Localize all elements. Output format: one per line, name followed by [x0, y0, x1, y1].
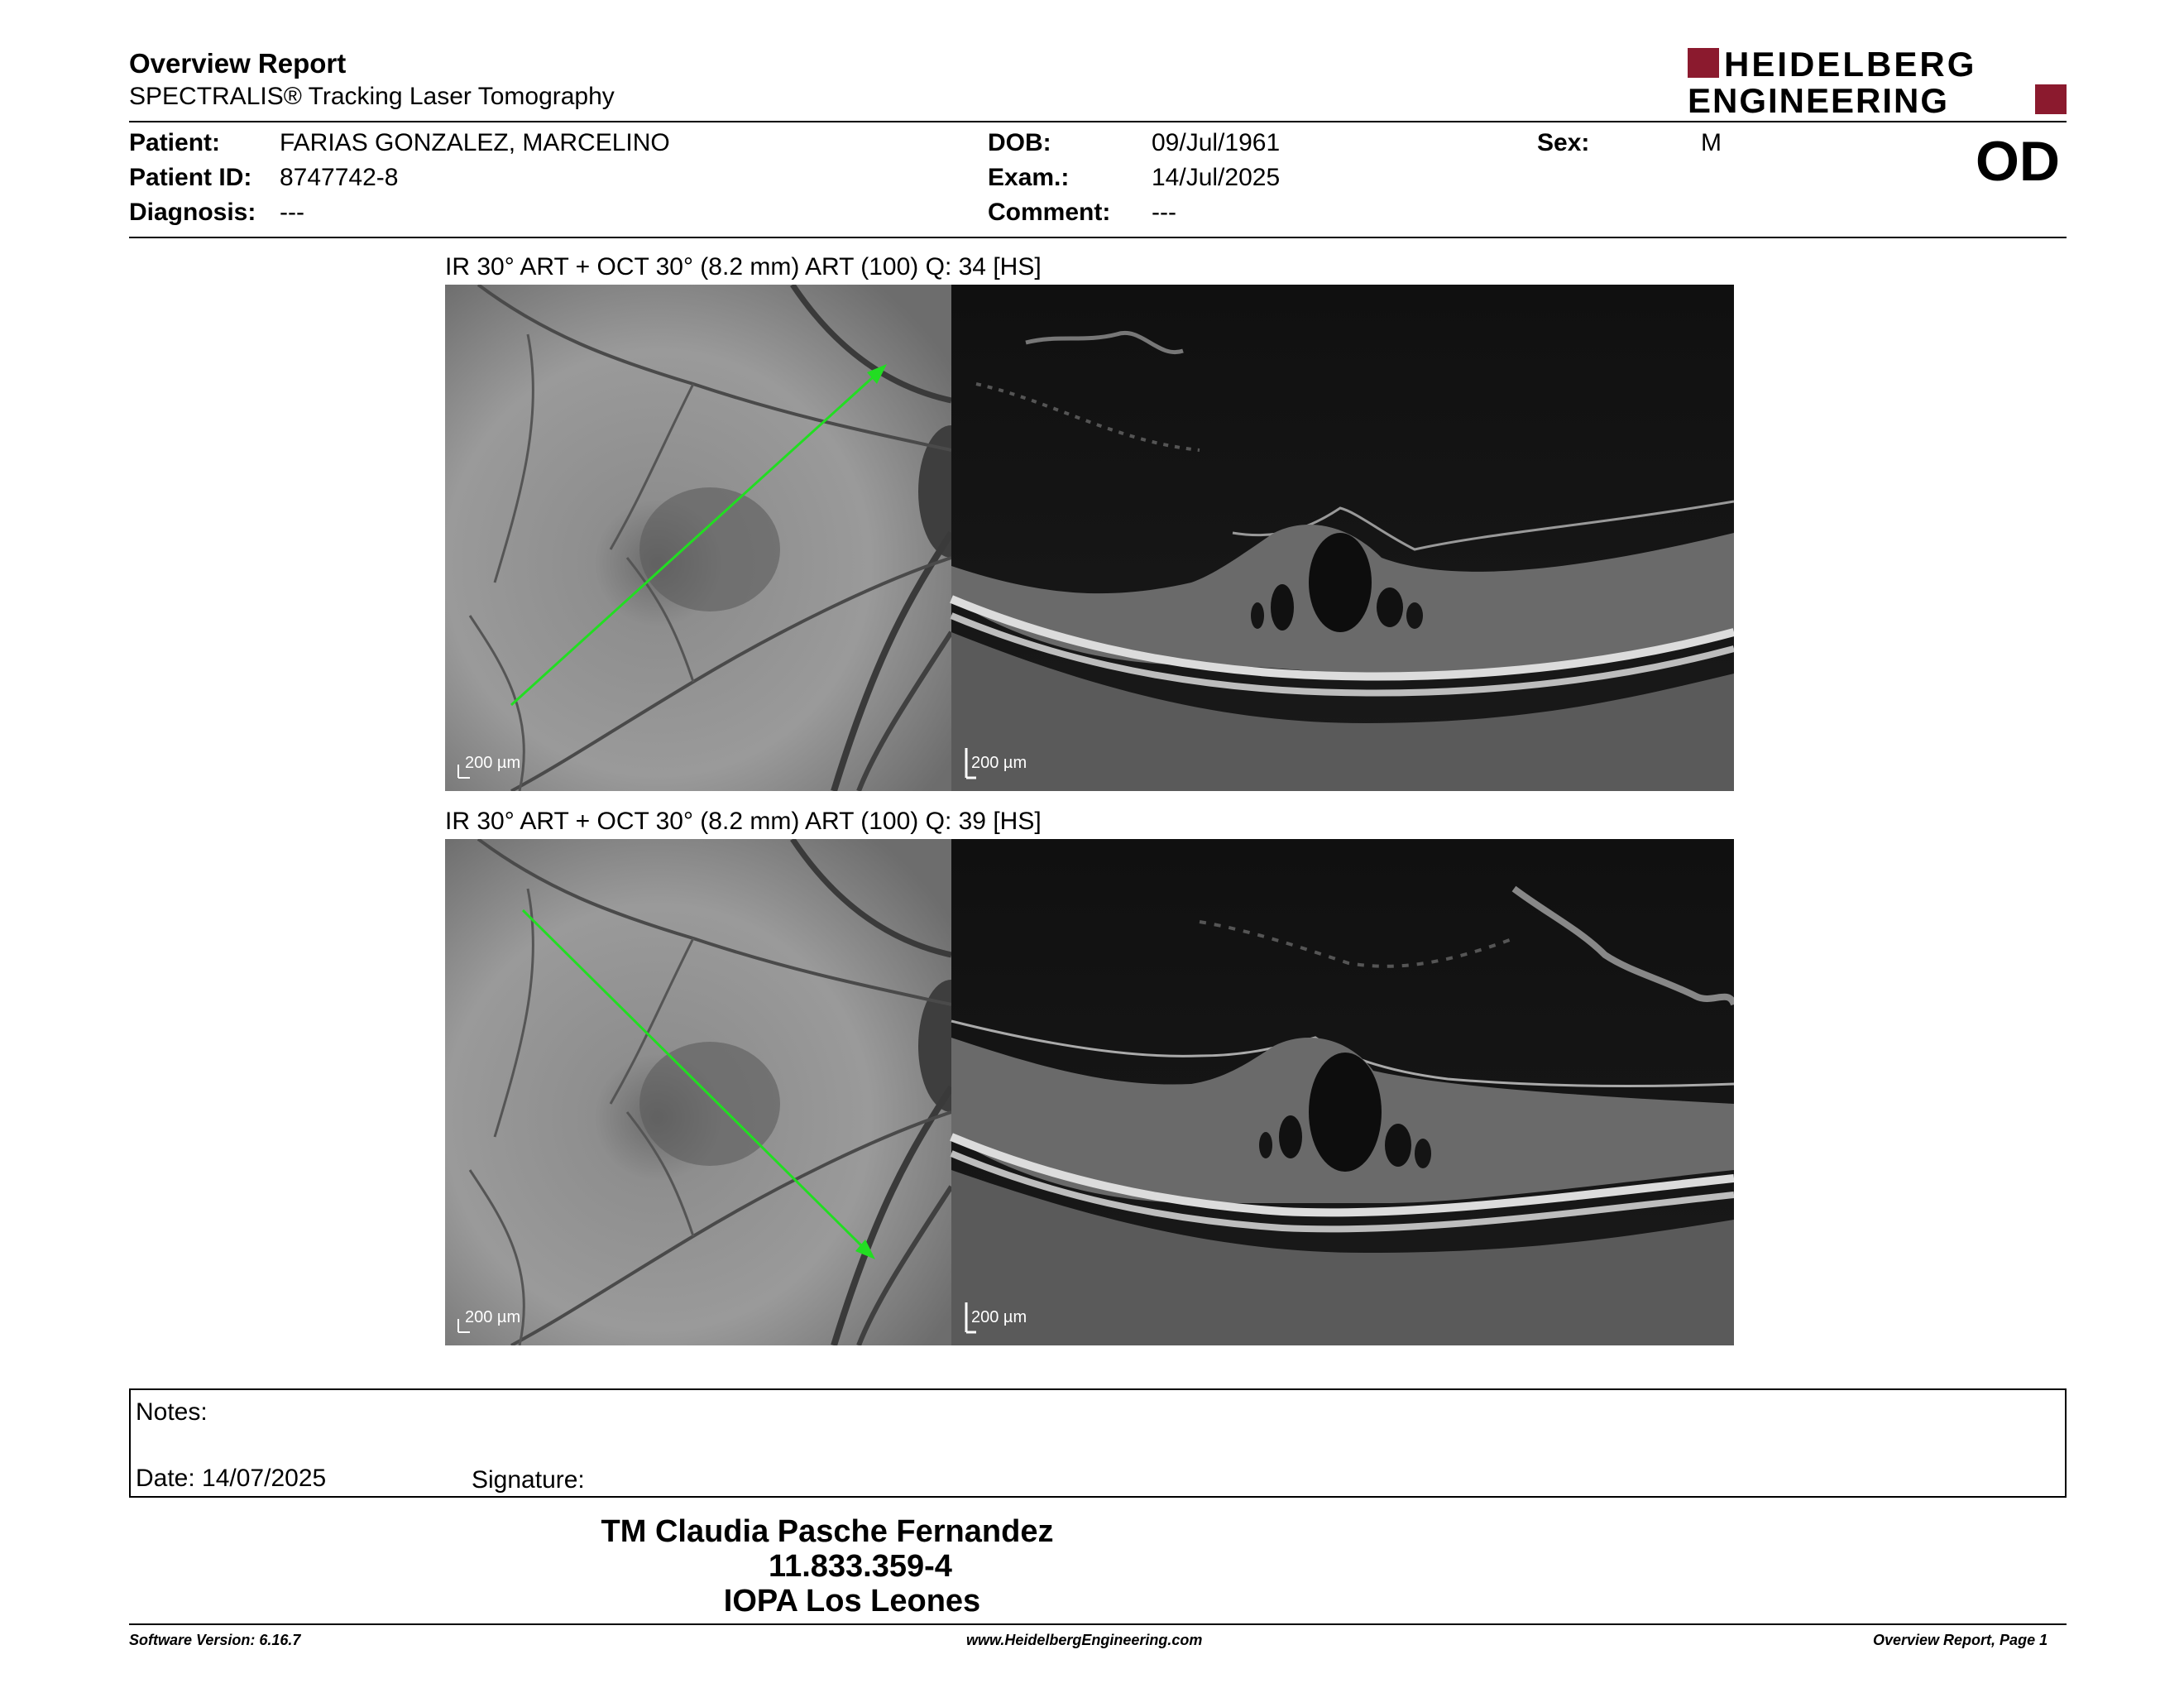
dob-label: DOB:	[988, 129, 1051, 156]
scan-2	[445, 839, 1734, 1345]
ir-scale-label-2: 200 µm	[465, 1308, 521, 1326]
report-subtitle: SPECTRALIS® Tracking Laser Tomography	[129, 83, 615, 110]
website-link[interactable]: www.HeidelbergEngineering.com	[966, 1632, 1203, 1648]
ir-scale-label-1: 200 µm	[465, 754, 521, 772]
svg-text:ENGINEERING: ENGINEERING	[1688, 81, 1950, 117]
notes-label: Notes:	[136, 1398, 208, 1426]
scan-2-caption: IR 30° ART + OCT 30° (8.2 mm) ART (100) Q: 39 [HS]	[445, 808, 1042, 835]
patient-name: FARIAS GONZALEZ, MARCELINO	[280, 129, 670, 156]
svg-text:HEIDELBERG: HEIDELBERG	[1724, 46, 1977, 84]
software-version: Software Version: 6.16.7	[129, 1632, 301, 1648]
patient-id-label: Patient ID:	[129, 164, 252, 191]
report-title: Overview Report	[129, 48, 347, 79]
patient-rule	[129, 237, 2067, 238]
signature-label: Signature:	[472, 1466, 585, 1494]
sex-value: M	[1701, 129, 1722, 156]
ir-fundus-image-1	[445, 285, 984, 791]
oct-scale-label-1: 200 µm	[971, 754, 1027, 772]
notes-date: Date: 14/07/2025	[136, 1465, 327, 1492]
scan-1	[445, 285, 1734, 791]
header-rule	[129, 121, 2067, 122]
eye-indicator: OD	[1976, 130, 2060, 193]
scan-1-caption: IR 30° ART + OCT 30° (8.2 mm) ART (100) Q: 34 [HS]	[445, 253, 1042, 281]
ir-fundus-image-2	[445, 839, 984, 1345]
patient-label: Patient:	[129, 129, 221, 156]
diagnosis-value: ---	[280, 199, 304, 226]
sex-label: Sex:	[1537, 129, 1590, 156]
footer-rule	[129, 1623, 2067, 1625]
diagnosis-label: Diagnosis:	[129, 199, 256, 226]
dob-value: 09/Jul/1961	[1152, 129, 1281, 156]
comment-value: ---	[1152, 199, 1176, 226]
stamp-id: 11.833.359-4	[769, 1549, 952, 1584]
comment-label: Comment:	[988, 199, 1111, 226]
stamp-name: TM Claudia Pasche Fernandez	[601, 1514, 1054, 1549]
notes-box	[129, 1388, 2067, 1498]
oct-bscan-image-2	[951, 839, 1734, 1345]
exam-label: Exam.:	[988, 164, 1070, 191]
exam-value: 14/Jul/2025	[1152, 164, 1281, 191]
page-number: Overview Report, Page 1	[1873, 1632, 2048, 1648]
oct-bscan-image-1	[951, 285, 1734, 791]
oct-scale-label-2: 200 µm	[971, 1308, 1027, 1326]
heidelberg-logo	[1688, 46, 2068, 117]
patient-id: 8747742-8	[280, 164, 399, 191]
stamp-institution: IOPA Los Leones	[723, 1584, 981, 1618]
